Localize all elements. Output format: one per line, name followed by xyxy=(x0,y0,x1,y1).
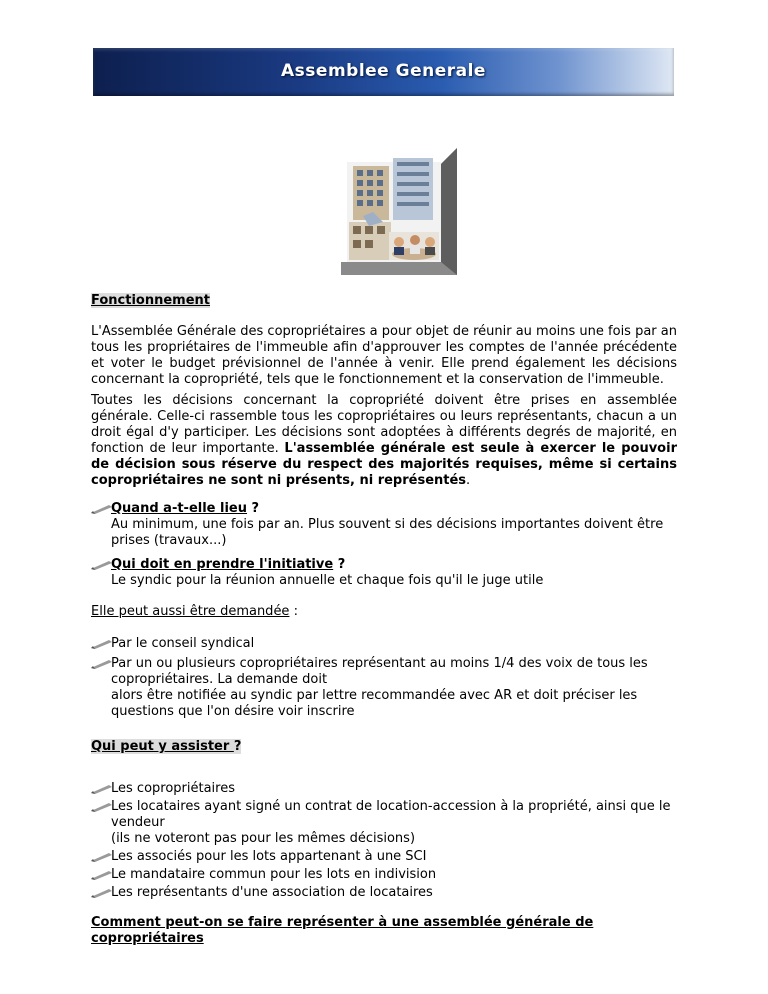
pencil-bullet-icon xyxy=(91,658,113,669)
pencil-bullet-icon xyxy=(91,801,113,812)
pencil-bullet-icon xyxy=(91,869,113,880)
list-item: Par un ou plusieurs copropriétaires représentant au moins 1/4 des voix de tous les copropriétaires. La demande doit alors être notifiée au syndic par lettre recommandée avec AR et doit préciser les questions que l'on désire voir inscrire xyxy=(91,656,677,720)
faq-item-initiative: Qui doit en prendre l'initiative ? Le syndic pour la réunion annuelle et chaque fois qu'il le juge utile xyxy=(91,557,677,589)
faq-answer-initiative: Le syndic pour la réunion annuelle et chaque fois qu'il le juge utile xyxy=(111,573,544,588)
pencil-bullet-icon xyxy=(91,783,113,794)
list-item: Par le conseil syndical xyxy=(91,636,677,652)
demande-heading: Elle peut aussi être demandée : xyxy=(91,604,298,619)
pencil-bullet-icon xyxy=(91,887,113,898)
header-banner xyxy=(93,48,674,96)
paragraph-fonctionnement-1: L'Assemblée Générale des copropriétaires a pour objet de réunir au moins une fois par an tous les propriétaires de l'immeuble afin d'approuver les comptes de l'année précédente et voter le budget prévisionnel de l'année à venir. Elle prend également les décisions concernant la copropriété, tels que le fonctionnement et la conservation de l'immeuble. xyxy=(91,324,677,387)
pencil-bullet-icon xyxy=(91,638,113,649)
building-meeting-photo xyxy=(333,146,457,275)
para2-end: . xyxy=(466,473,471,488)
list-item: Les locataires ayant signé un contrat de location-accession à la propriété, ainsi que le vendeur (ils ne voteront pas pour les mêmes décisions) xyxy=(91,799,677,847)
section-title-representation: Comment peut-on se faire représenter à une assemblée générale de copropriétaires xyxy=(91,915,594,946)
faq-item-quand: Quand a-t-elle lieu ? Au minimum, une fois par an. Plus souvent si des décisions importantes doivent être prises (travaux...) xyxy=(91,501,677,549)
section-title-fonctionnement: Fonctionnement xyxy=(91,293,211,308)
faq-question-quand: Quand a-t-elle lieu xyxy=(111,501,247,516)
list-item: Les copropriétaires xyxy=(91,781,677,797)
section-title-assister: Qui peut y assister ? xyxy=(91,739,242,754)
list-item: Les associés pour les lots appartenant à une SCI xyxy=(91,849,677,865)
page-title: Assemblee Generale xyxy=(281,61,486,81)
faq-question-initiative: Qui doit en prendre l'initiative xyxy=(111,557,334,572)
paragraph-fonctionnement-2 xyxy=(91,393,677,489)
para2-text: Toutes les décisions concernant la copropriété doivent être prises en assemblée générale. Celle-ci rassemble tous les copropriétaires ou leurs représentants, chacun a un droit égal d'y participer. Les décisions sont adoptées à différents degrés de majorité, en fonction de leur importante. xyxy=(91,393,677,456)
pencil-bullet-icon xyxy=(91,559,113,570)
list-item: Le mandataire commun pour les lots en indivision xyxy=(91,867,677,883)
pencil-bullet-icon xyxy=(91,503,113,514)
para2-bold-text: L'assemblée générale est seule à exercer le pouvoir de décision sous réserve du respect des majorités requises, même si certains copropriétaires ne sont ni présents, ni représentés xyxy=(91,441,677,488)
pencil-bullet-icon xyxy=(91,851,113,862)
faq-answer-quand: Au minimum, une fois par an. Plus souvent si des décisions importantes doivent être prises (travaux...) xyxy=(111,517,664,548)
list-item: Les représentants d'une association de locataires xyxy=(91,885,677,901)
